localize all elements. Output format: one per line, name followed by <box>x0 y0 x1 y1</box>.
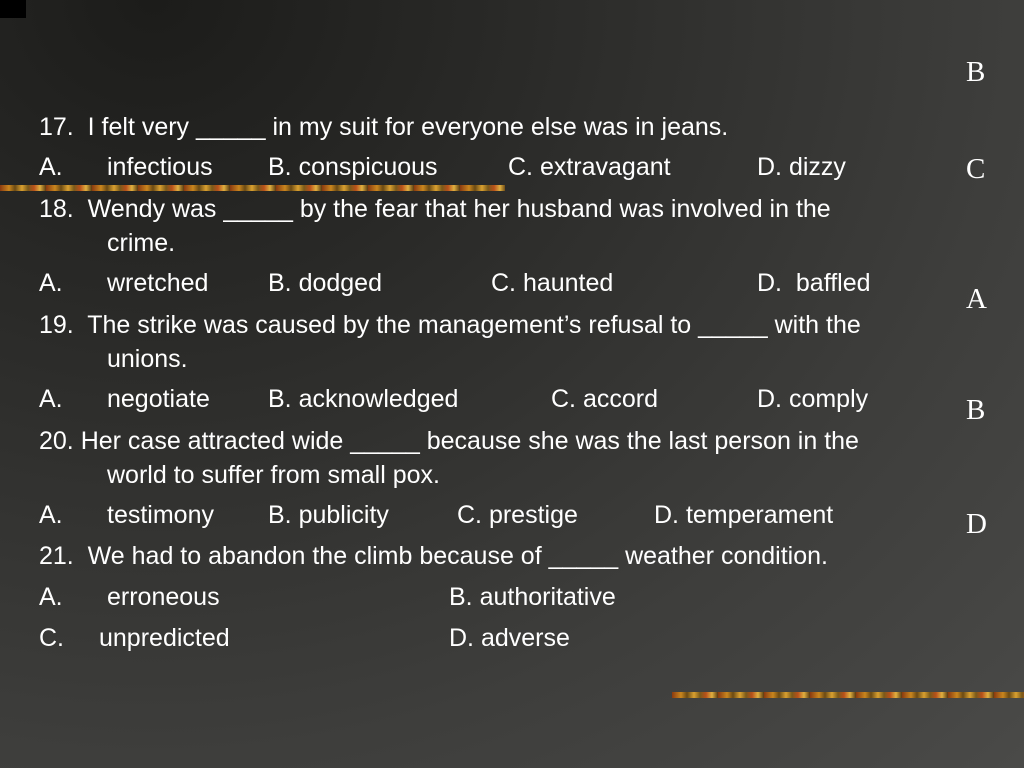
decorative-stripe-bottom <box>672 692 1024 698</box>
option-c: C. haunted <box>491 269 614 297</box>
option-c: unpredicted <box>99 624 230 652</box>
corner-mark <box>0 0 26 18</box>
option-a: infectious <box>107 153 213 181</box>
option-a: negotiate <box>107 385 210 413</box>
option-d: D. adverse <box>449 624 570 652</box>
option-b: B. conspicuous <box>268 153 438 181</box>
question-19-stem: 19. The strike was caused by the management’s refusal to _____ with the <box>39 311 861 339</box>
answer-19: A <box>966 283 987 315</box>
option-c: C. extravagant <box>508 153 671 181</box>
option-label-a: A. <box>39 153 63 181</box>
option-label-a: A. <box>39 385 63 413</box>
decorative-stripe-top <box>0 185 505 191</box>
option-a: erroneous <box>107 583 220 611</box>
option-c: C. prestige <box>457 501 578 529</box>
answer-20: B <box>966 394 986 426</box>
answer-17: B <box>966 56 986 88</box>
option-a: wretched <box>107 269 209 297</box>
option-a: testimony <box>107 501 214 529</box>
option-b: B. acknowledged <box>268 385 459 413</box>
option-d: D. temperament <box>654 501 834 529</box>
question-17-stem: 17. I felt very _____ in my suit for everyone else was in jeans. <box>39 113 729 141</box>
option-label-a: A. <box>39 583 63 611</box>
option-d: D. dizzy <box>757 153 846 181</box>
question-21-stem: 21. We had to abandon the climb because of _____ weather condition. <box>39 542 828 570</box>
option-c: C. accord <box>551 385 658 413</box>
question-18-stem-continued: crime. <box>107 229 176 257</box>
answer-21: D <box>966 508 987 540</box>
option-b: B. dodged <box>268 269 382 297</box>
option-label-a: A. <box>39 501 63 529</box>
question-19-stem-continued: unions. <box>107 345 188 373</box>
question-20-stem: 20. Her case attracted wide _____ because she was the last person in the <box>39 427 859 455</box>
option-label-c: C. <box>39 624 64 652</box>
option-label-a: A. <box>39 269 63 297</box>
option-d: D. comply <box>757 385 869 413</box>
option-b: B. publicity <box>268 501 389 529</box>
option-b: B. authoritative <box>449 583 616 611</box>
option-d: D. baffled <box>757 269 871 297</box>
answer-18: C <box>966 153 986 185</box>
question-18-stem: 18. Wendy was _____ by the fear that her husband was involved in the <box>39 195 831 223</box>
question-20-stem-continued: world to suffer from small pox. <box>107 461 440 489</box>
